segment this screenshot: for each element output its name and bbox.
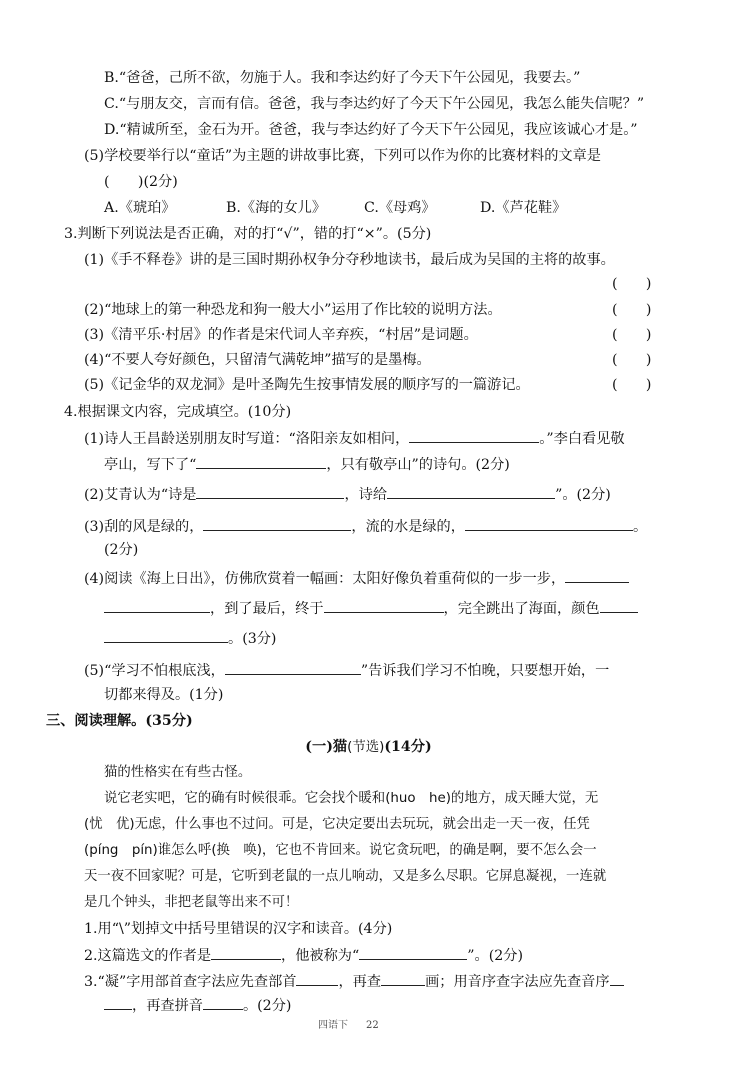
passage-title xyxy=(0,737,737,758)
passage-line-6: 是几个钟头，非把老鼠等出来不可！ xyxy=(84,895,299,910)
text: (4)阅读《海上日出》，仿佛欣赏着一幅画：太阳好像负着重荷似的一步一步， xyxy=(84,571,566,587)
q2-5-stem: (5)学校要举行以“童话”为主题的讲故事比赛，下列可以作为你的比赛材料的文章是 xyxy=(84,148,601,164)
text: 。”李白看见敬 xyxy=(539,431,625,447)
text: ”。(2分) xyxy=(467,948,523,964)
text: 。(2分) xyxy=(242,998,292,1014)
q3-bracket-2: ( ) xyxy=(612,302,652,318)
passage-line-1: 猫的性格实在有些古怪。 xyxy=(104,765,252,780)
text: ，再查拼音 xyxy=(132,998,203,1014)
reading-q3-line-a xyxy=(84,971,624,992)
text: ，诗给 xyxy=(344,487,388,503)
q3-item-3: (3)《清平乐·村居》的作者是宋代词人辛弃疾，“村居”是词题。 xyxy=(84,327,478,343)
q4-item-1-line-b xyxy=(104,454,510,475)
answer-bracket: ( ) xyxy=(104,174,144,190)
q2-option-d: D.“精诚所至，金石为开。爸爸，我与李达约好了今天下午公园见，我应该诚心才是。” xyxy=(104,122,638,138)
answer-blank[interactable] xyxy=(465,516,633,531)
q3-bracket-1: ( ) xyxy=(612,276,652,292)
text: ，再查 xyxy=(338,974,382,990)
answer-blank[interactable] xyxy=(565,568,629,583)
q4-item-5-line-b: 切都来得及。(1分) xyxy=(104,687,224,703)
q4-item-4-line-b xyxy=(104,598,638,619)
passage-line-5: 天一夜不回家呢？可是，它听到老鼠的一点儿响动，又是多么尽职。它屏息凝视，一连就 xyxy=(84,869,607,884)
q3-item-5: (5)《记金华的双龙洞》是叶圣陶先生按事情发展的顺序写的一篇游记。 xyxy=(84,377,530,393)
q2-5-option-c: C.《母鸡》 xyxy=(364,200,436,216)
text: (14分) xyxy=(384,739,432,755)
q3-bracket-3: ( ) xyxy=(612,327,652,343)
answer-blank[interactable] xyxy=(104,628,228,643)
q4-item-3 xyxy=(84,516,647,537)
text: (1)诗人王昌龄送别朋友时写道：“洛阳亲友如相问， xyxy=(84,431,410,447)
text: ，完全跳出了海面，颜色 xyxy=(443,601,600,617)
answer-blank[interactable] xyxy=(211,945,281,960)
passage-line-4: (píng pín)谁怎么呼(换 唤)，它也不肯回来。说它贪玩吧，的确是啊，要不怎么会一 xyxy=(84,843,597,858)
answer-blank[interactable] xyxy=(296,971,338,986)
text: (3)刮的风是绿的， xyxy=(84,519,204,535)
section-3-title: 三、阅读理解。(35分) xyxy=(46,713,193,729)
text: (5)“学习不怕根底浅， xyxy=(84,663,225,679)
q2-5-option-d: D.《芦花鞋》 xyxy=(480,200,567,216)
answer-blank[interactable] xyxy=(104,995,132,1010)
q4-item-5-line-a xyxy=(84,660,609,681)
q4-item-2 xyxy=(84,484,611,505)
answer-blank[interactable] xyxy=(104,598,210,613)
reading-q3-line-b xyxy=(104,995,291,1016)
q3-bracket-5: ( ) xyxy=(612,377,652,393)
q2-option-b: B.“爸爸，己所不欲，勿施于人。我和李达约好了今天下午公园见，我要去。” xyxy=(104,70,581,86)
text: 3.“凝”字用部首查字法应先查部首 xyxy=(84,974,297,990)
reading-q2 xyxy=(84,945,523,966)
text: 。 xyxy=(632,519,648,535)
answer-blank[interactable] xyxy=(381,971,425,986)
answer-blank[interactable] xyxy=(387,484,555,499)
q3-bracket-4: ( ) xyxy=(612,352,652,368)
q3-item-2: (2)“地球上的第一种恐龙和狗一般大小”运用了作比较的说明方法。 xyxy=(84,302,502,318)
text: ，到了最后，终于 xyxy=(210,601,324,617)
text: ，他被称为“ xyxy=(281,948,360,964)
answer-blank[interactable] xyxy=(203,995,243,1010)
answer-blank[interactable] xyxy=(324,598,444,613)
q4-item-1-line-a xyxy=(84,428,625,449)
q3-title: 3.判断下列说法是否正确，对的打“√”，错的打“×”。(5分) xyxy=(64,226,432,242)
footer-label: 四语下 xyxy=(318,1020,348,1031)
answer-blank[interactable] xyxy=(196,484,344,499)
q4-item-4-line-a xyxy=(84,568,629,589)
q4-item-4-line-c xyxy=(104,628,276,649)
text: ，流的水是绿的， xyxy=(351,519,465,535)
text: 。(3分) xyxy=(228,631,277,647)
text: 亭山，写下了“ xyxy=(104,457,197,473)
q2-5-answer-line xyxy=(104,172,178,192)
answer-blank[interactable] xyxy=(196,454,326,469)
answer-blank[interactable] xyxy=(409,428,539,443)
text: 2.这篇选文的作者是 xyxy=(84,948,212,964)
q2-option-c: C.“与朋友交，言而有信。爸爸，我与李达约好了今天下午公园见，我怎么能失信呢？” xyxy=(104,96,645,112)
q3-item-4: (4)“不要人夸好颜色，只留清气满乾坤”描写的是墨梅。 xyxy=(84,352,431,368)
q2-5-option-a: A.《琥珀》 xyxy=(104,200,176,216)
text: (2)艾青认为“诗是 xyxy=(84,487,197,503)
answer-blank[interactable] xyxy=(359,945,467,960)
text: ”。(2分) xyxy=(555,487,611,503)
text: ”告诉我们学习不怕晚，只要想开始，一 xyxy=(360,663,610,679)
text: (一)猫 xyxy=(305,739,348,755)
q3-item-1: (1)《手不释卷》讲的是三国时期孙权争分夺秒地读书，最后成为吴国的主将的故事。 xyxy=(84,252,615,268)
footer-page-number: 22 xyxy=(366,1020,379,1031)
answer-blank[interactable] xyxy=(203,516,351,531)
points: (2分) xyxy=(143,174,178,190)
reading-q1: 1.用“\”划掉文中括号里错误的汉字和读音。(4分) xyxy=(84,921,393,937)
q4-title: 4.根据课文内容，完成填空。(10分) xyxy=(64,404,292,420)
answer-blank[interactable] xyxy=(225,660,361,675)
answer-blank[interactable] xyxy=(600,598,638,613)
text: 画；用音序查字法应先查音序 xyxy=(425,974,610,990)
passage-line-2: 说它老实吧，它的确有时候很乖。它会找个暖和(huo he)的地方，成天睡大觉，无 xyxy=(104,791,599,806)
q2-5-option-b: B.《海的女儿》 xyxy=(226,200,327,216)
q4-item-3-points: (2分) xyxy=(104,542,139,558)
answer-blank[interactable] xyxy=(610,971,624,986)
passage-line-3: (忧 优)无虑，什么事也不过问。可是，它决定要出去玩玩，就会出走一天一夜，任凭 xyxy=(84,817,590,832)
text: (节选) xyxy=(347,740,385,755)
text: ，只有敬亭山”的诗句。(2分) xyxy=(326,457,510,473)
